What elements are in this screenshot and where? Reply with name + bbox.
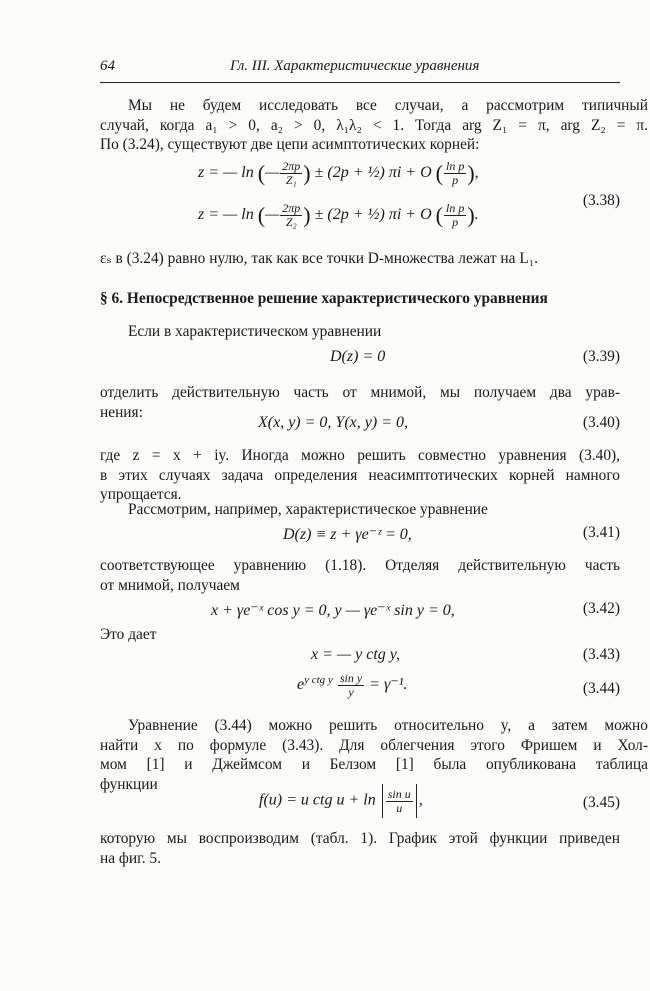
eq-text: = γ⁻¹. <box>369 676 408 694</box>
paragraph-7 <box>100 556 620 595</box>
fraction <box>444 160 466 187</box>
eq-text: ± (2p + ½) πi + O <box>314 164 432 182</box>
equation-number: (3.42) <box>582 600 620 617</box>
equation-number: (3.45) <box>582 794 620 811</box>
text-line: от мнимой, получаем <box>100 576 240 594</box>
fraction <box>280 202 302 229</box>
paragraph-2 <box>100 249 620 269</box>
frac-den: y <box>348 685 354 699</box>
page-number: 64 <box>100 58 115 74</box>
frac-num: 2πp <box>282 159 301 173</box>
text-line: Мы не будем исследовать все случаи, а рассмотрим типичный <box>128 97 648 114</box>
paren: ( <box>435 202 443 228</box>
eq-text: z = — ln <box>198 206 254 224</box>
text-line: мом [1] и Джеймсом и Белзом [1] была опубликована таблица <box>100 756 648 773</box>
paren: ( <box>435 160 443 186</box>
paren: ) <box>303 160 311 186</box>
frac-den: u <box>396 800 403 815</box>
equation-number: (3.44) <box>582 680 620 697</box>
text-line: Уравнение (3.44) можно решить относительно y, а затем можно <box>128 717 648 734</box>
text-line: которую мы воспроизводим (табл. 1). График этой функции приведен <box>100 830 620 847</box>
frac-den: p <box>452 215 459 229</box>
paragraph-3 <box>100 322 648 342</box>
frac-den: Z₁ <box>285 173 297 187</box>
fraction <box>338 672 364 699</box>
text-line: функции <box>100 775 158 793</box>
text-line: соответствующее уравнению (1.18). Отделяя действительную часть <box>100 557 620 574</box>
equation-3-40: X(x, y) = 0, Y(x, y) = 0, <box>258 414 408 431</box>
equation-3-44 <box>297 672 408 699</box>
text-line: на фиг. 5. <box>100 849 161 867</box>
fraction <box>444 202 466 229</box>
paragraph-9 <box>100 716 648 794</box>
equation-number: (3.43) <box>582 646 620 663</box>
running-title: Гл. III. Характеристические уравнения <box>230 58 480 74</box>
text-line: нения: <box>100 403 143 421</box>
eq-text: , <box>418 791 423 809</box>
eq-text: f(u) = u ctg u + ln <box>259 791 376 809</box>
text-line: По (3.24), существуют две цепи асимптотических корней: <box>100 136 480 153</box>
equation-number: (3.39) <box>582 348 620 365</box>
eq-text: z = — ln <box>198 164 254 182</box>
equation-3-41: D(z) ≡ z + γe⁻ᶻ = 0, <box>283 526 412 543</box>
paragraph-10 <box>100 829 620 868</box>
text-line: в этих случаях задача определения неасимптотических корней намного <box>100 466 620 484</box>
frac-num: sin y <box>339 671 363 685</box>
paragraph-8 <box>100 625 620 645</box>
equation-number: (3.41) <box>582 524 620 541</box>
text-line: случай, когда a₁ > 0, a₂ > 0, λ₁λ₂ < 1. Тогда arg Z₁ = π, arg Z₂ = π. <box>100 116 648 134</box>
text-line: Рассмотрим, например, характеристическое уравнение <box>128 501 488 518</box>
text-line: Если в характеристическом уравнении <box>128 323 382 340</box>
fraction <box>280 160 302 187</box>
text-line: Это дает <box>100 626 157 643</box>
frac-den: p <box>452 173 459 187</box>
text-line: где z = x + iy. Иногда можно решить совместно уравнения (3.40), <box>100 447 620 464</box>
text-line: отделить действительную часть от мнимой, мы получаем два урав- <box>100 384 620 401</box>
text-line: найти x по формуле (3.43). Для облегчения этого Фришем и Хол- <box>100 736 648 754</box>
paragraph-1 <box>100 96 648 155</box>
equation-number: (3.40) <box>582 414 620 431</box>
paren: ) <box>467 202 475 228</box>
eq-text: e <box>297 676 305 694</box>
text-line: εₛ в (3.24) равно нулю, так как все точки D-множества лежат на L₁. <box>100 250 538 267</box>
frac-den: Z₂ <box>285 215 297 229</box>
paren: ( <box>257 202 266 228</box>
header-rule <box>100 82 620 83</box>
equation-3-43: x = — y ctg y, <box>311 646 400 663</box>
exponent: y ctg y <box>304 673 333 686</box>
eq-text: ± (2p + ½) πi + O <box>314 206 432 224</box>
running-header <box>100 58 620 82</box>
equation-number: (3.38) <box>582 192 620 209</box>
paren: ( <box>257 160 266 186</box>
frac-num: sin u <box>387 786 411 801</box>
paragraph-6 <box>100 500 648 520</box>
equation-3-45 <box>259 784 423 818</box>
paren: ) <box>303 202 311 228</box>
paragraph-5 <box>100 446 620 505</box>
equation-3-42: x + γe⁻ˣ cos y = 0, y — γe⁻ˣ sin y = 0, <box>211 602 455 619</box>
frac-num: 2πp <box>282 201 301 215</box>
text-line: упрощается. <box>100 486 182 503</box>
section-heading: § 6. Непосредственное решение характеристического уравнения <box>100 290 548 307</box>
abs-bar <box>416 784 417 818</box>
equation-3-39: D(z) = 0 <box>330 348 386 365</box>
paren: ) <box>467 160 475 186</box>
equation-line: z = — ln (— $\frac{2\pi p}{\text{Z₂}}$ ) ± (2p + ½) πi + O ( $\frac{\text{ln p}}{p}$ ). <box>198 201 479 229</box>
fraction <box>386 788 413 815</box>
abs-bar <box>382 784 383 818</box>
frac-num: ln p <box>445 159 465 173</box>
equation-line: z = — ln (— $\frac{2\pi p}{\text{Z₁}}$ ) ± (2p + ½) πi + O ( $\frac{\text{ln p}}{p}$ ), <box>198 159 479 187</box>
frac-num: ln p <box>445 201 465 215</box>
